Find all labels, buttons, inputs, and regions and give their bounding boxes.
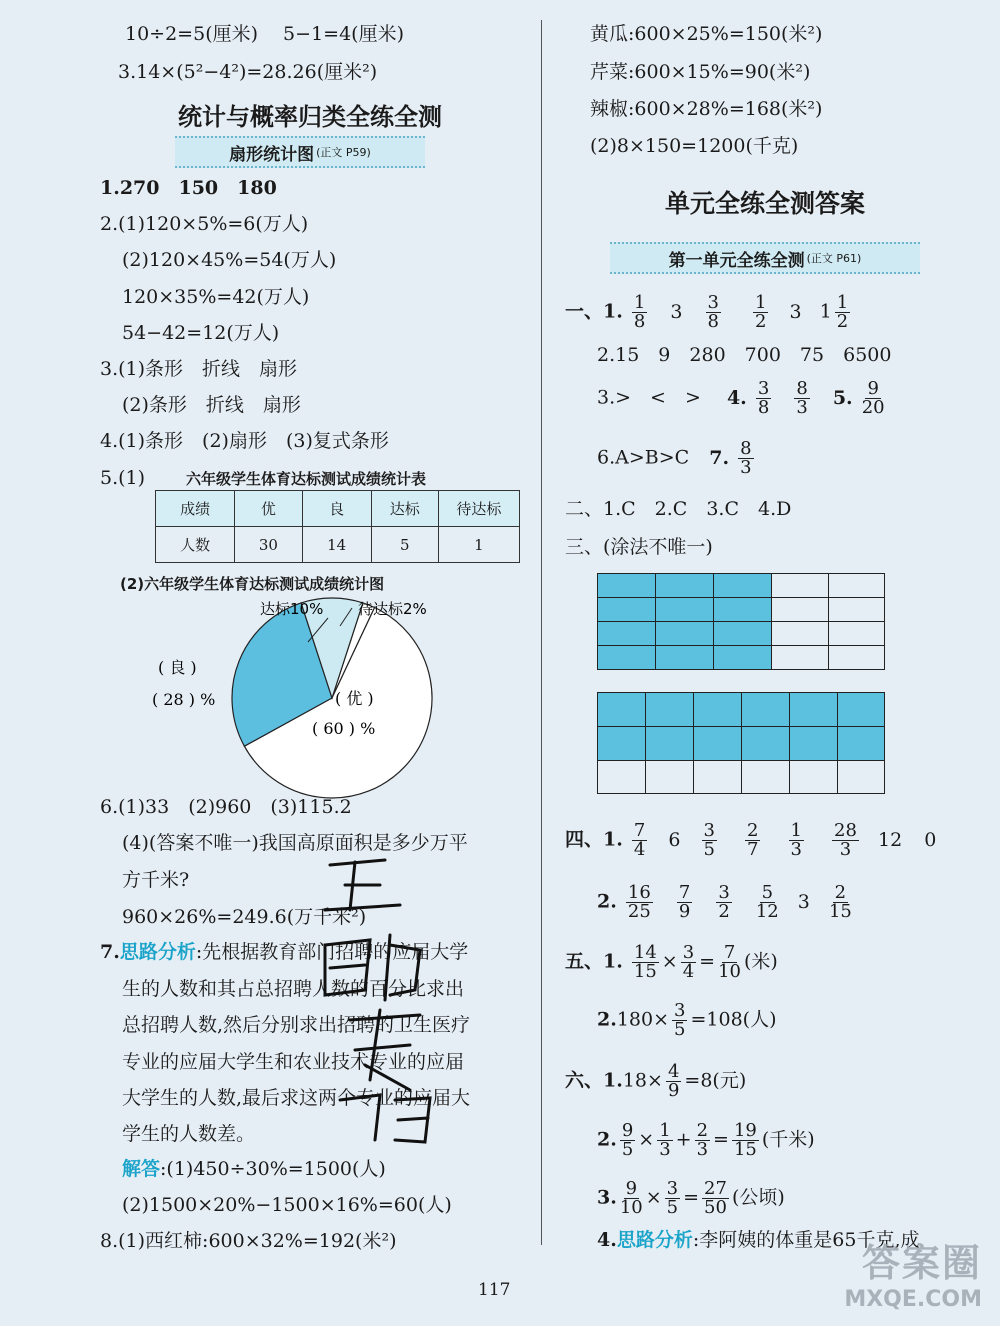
table-header-cell: 达标	[371, 491, 438, 527]
frac: $\frac{9}{20}$	[861, 378, 885, 418]
q3b: (2)条形 折线 扇形	[122, 394, 301, 416]
s4-val: 0	[924, 828, 937, 851]
q7f: 学生的人数差。	[122, 1123, 256, 1145]
left-banner-text: 扇形统计图	[229, 144, 315, 165]
q2a: 2.(1)120×5%=6(万人)	[100, 213, 309, 235]
s1-6	[597, 440, 757, 477]
q7-answer-label: 解答	[122, 1158, 161, 1180]
score-table	[155, 490, 520, 563]
watermark-title: 答案圈	[861, 1241, 982, 1285]
s5-2: 2.180× $\frac{3}{5}$ =108(人)	[597, 1000, 777, 1040]
s4-val: 6	[668, 828, 681, 851]
frac: $\frac{1}{3}$	[790, 820, 802, 860]
frac: $\frac{3}{2}$	[718, 882, 730, 922]
page-number: 117	[478, 1280, 511, 1300]
frac: $\frac{1}{2}$	[836, 292, 849, 332]
q3a: 3.(1)条形 折线 扇形	[100, 358, 298, 380]
table-cell: 30	[235, 527, 302, 563]
left-line-1: 10÷2=5(厘米) 5−1=4(厘米)	[125, 23, 404, 45]
frac: $\frac{3}{8}$	[757, 378, 770, 418]
pie-title: (2)六年级学生体育达标测试成绩统计图	[120, 575, 385, 593]
s1-3	[597, 380, 888, 417]
right-banner-text: 第一单元全练全测	[668, 250, 805, 271]
frac: $\frac{3}{5}$	[674, 1000, 686, 1040]
frac: $\frac{2}{7}$	[747, 820, 759, 860]
pie-label-you: ( 优 )	[335, 689, 374, 708]
right-section-title: 单元全练全测答案	[665, 189, 866, 218]
pie-label-liang-pct: ( 28 ) %	[152, 690, 216, 709]
q6b: (4)(答案不唯一)我国高原面积是多少万平	[122, 832, 468, 854]
frac: $\frac{27}{50}$	[704, 1178, 727, 1218]
watermark	[844, 1232, 982, 1312]
pie-chart	[150, 590, 530, 815]
s1-3-text: 3.> < >	[597, 386, 701, 409]
frac: $\frac{3}{5}$	[666, 1178, 679, 1218]
s1-val: 3	[670, 300, 683, 323]
q7h: (2)1500×20%−1500×16%=60(人)	[122, 1194, 452, 1216]
frac: $\frac{3}{4}$	[682, 942, 695, 982]
q7-label: 思路分析	[119, 941, 196, 963]
q2d: 54−42=12(万人)	[122, 322, 280, 344]
s6-1: 六、1.18× $\frac{4}{9}$ =8(元)	[565, 1061, 747, 1101]
frac: $\frac{5}{12}$	[755, 882, 779, 922]
q7e: 大学生的人数,最后求这两个专业的应届大	[122, 1087, 471, 1109]
r1: 黄瓜:600×25%=150(米²)	[590, 23, 823, 45]
s1-4-label: 4.	[726, 386, 747, 409]
frac: $\frac{9}{10}$	[619, 1178, 643, 1218]
pie-label-dabiao: 达标10%	[260, 600, 324, 618]
q4: 4.(1)条形 (2)扇形 (3)复式条形	[100, 430, 389, 452]
right-banner-ref: (正文 P61)	[806, 252, 862, 265]
frac: $\frac{7}{4}$	[633, 820, 646, 860]
table-cell: 5	[371, 527, 438, 563]
r4: (2)8×150=1200(千克)	[590, 135, 799, 157]
pie-label-you-pct: ( 60 ) %	[312, 719, 376, 738]
table-header-cell: 待达标	[438, 491, 519, 527]
frac: $\frac{7}{9}$	[678, 882, 691, 922]
q2b: (2)120×45%=54(万人)	[122, 249, 337, 271]
s6-3: 3. $\frac{9}{10}$ × $\frac{3}{5}$ = $\frac{27}{50}$ (公顷)	[597, 1178, 785, 1218]
s1-6-text: 6.A>B>C	[597, 446, 690, 469]
s4-val: 12	[877, 828, 903, 851]
left-section-title: 统计与概率归类全练全测	[178, 103, 442, 131]
table-title: 六年级学生体育达标测试成绩统计表	[186, 470, 427, 488]
frac: $\frac{4}{9}$	[667, 1061, 680, 1101]
s3: 三、(涂法不唯一)	[565, 536, 713, 558]
s1-5-label: 5.	[832, 386, 853, 409]
frac: $\frac{3}{8}$	[707, 292, 719, 332]
frac: $\frac{1}{8}$	[633, 292, 646, 332]
q1: 1.270 150 180	[100, 177, 277, 199]
s4-2	[597, 884, 855, 921]
table-header-cell: 优	[235, 491, 302, 527]
frac: $\frac{16}{25}$	[627, 882, 651, 922]
frac: $\frac{8}{3}$	[740, 438, 752, 478]
frac: $\frac{14}{15}$	[633, 942, 657, 982]
table-header-cell: 成绩	[156, 491, 235, 527]
left-line-2: 3.14×(5²−4²)=28.26(厘米²)	[118, 61, 378, 83]
frac: $\frac{28}{3}$	[834, 820, 857, 860]
q6c: 方千米?	[122, 869, 190, 891]
table-cell: 1	[438, 527, 519, 563]
s4-2-val: 3	[797, 890, 810, 913]
s6-4-prefix: 4.	[597, 1229, 617, 1251]
q7g	[122, 1157, 386, 1181]
q6d: 960×26%=249.6(万千米²)	[122, 906, 367, 928]
left-banner	[175, 136, 425, 168]
q5: 5.(1)	[100, 467, 146, 489]
handwriting-scribble	[310, 850, 460, 1150]
watermark-url: MXQE.COM	[844, 1287, 982, 1312]
table-cell: 人数	[156, 527, 235, 563]
shading-grid-2	[597, 692, 885, 794]
s4-2-prefix: 2.	[597, 890, 617, 913]
pie-label-daidabiao: 待达标2%	[358, 600, 427, 618]
table-header-cell: 良	[302, 491, 371, 527]
frac: $\frac{1}{3}$	[659, 1120, 671, 1160]
q7-text: :先根据教育部门招聘的应届大学	[195, 941, 469, 963]
right-banner	[610, 242, 920, 274]
q6a: 6.(1)33 (2)960 (3)115.2	[100, 796, 352, 818]
frac: $\frac{2}{15}$	[828, 882, 852, 922]
q2c: 120×35%=42(万人)	[122, 286, 310, 308]
s1-2: 2.15 9 280 700 75 6500	[597, 344, 892, 366]
r3: 辣椒:600×28%=168(米²)	[590, 98, 823, 120]
frac: $\frac{8}{3}$	[796, 378, 808, 418]
table-cell: 14	[302, 527, 371, 563]
table-header-row	[156, 491, 520, 527]
frac: $\frac{3}{5}$	[703, 820, 715, 860]
frac: $\frac{7}{10}$	[718, 942, 741, 982]
s5-prefix: 五、1.	[565, 950, 623, 973]
table-row	[156, 527, 520, 563]
left-banner-ref: (正文 P59)	[316, 146, 371, 159]
column-divider	[541, 20, 542, 1245]
s1-val: 3	[789, 300, 802, 323]
q8: 8.(1)西红柿:600×32%=192(米²)	[100, 1230, 397, 1252]
s4-prefix: 四、1.	[565, 828, 623, 851]
q7c: 总招聘人数,然后分别求出招聘的卫生医疗	[122, 1014, 471, 1036]
frac: $\frac{9}{5}$	[621, 1120, 634, 1160]
s5-1: 五、1. $\frac{14}{15}$ × $\frac{3}{4}$ = $\frac{7}{10}$ (米)	[565, 942, 778, 982]
s4-1	[565, 822, 942, 859]
s1-1: 一、1. $\frac{1}{8}$ 3 $\frac{3}{8}$ $\frac{1}{2}$ 3 1 $\frac{1}{2}$	[565, 292, 849, 332]
frac: $\frac{1}{2}$	[755, 292, 767, 332]
q7b: 生的人数和其占总招聘人数的百分比求出	[122, 978, 465, 1000]
pie-label-liang: ( 良 )	[158, 658, 197, 677]
s1-7-label: 7.	[709, 446, 730, 469]
s6-4-label: 思路分析	[616, 1229, 693, 1251]
r2: 芹菜:600×15%=90(米²)	[590, 61, 811, 83]
s2: 二、1.C 2.C 3.C 4.D	[565, 498, 792, 520]
frac: $\frac{19}{15}$	[733, 1120, 757, 1160]
shading-grid-1	[597, 573, 885, 670]
q7-answer-text: :(1)450÷30%=1500(人)	[160, 1158, 386, 1180]
s6-4-text: :李阿姨的体重是65千克,成	[692, 1229, 920, 1251]
q7d: 专业的应届大学生和农业技术专业的应届	[122, 1051, 465, 1073]
s1-prefix: 一、1.	[565, 300, 623, 323]
s6-2: 2. $\frac{9}{5}$ × $\frac{1}{3}$ + $\frac{2}{3}$ = $\frac{19}{15}$ (千米)	[597, 1120, 815, 1160]
frac: $\frac{2}{3}$	[696, 1120, 709, 1160]
q7a: 7.思路分析:先根据教育部门招聘的应届大学	[100, 941, 469, 963]
